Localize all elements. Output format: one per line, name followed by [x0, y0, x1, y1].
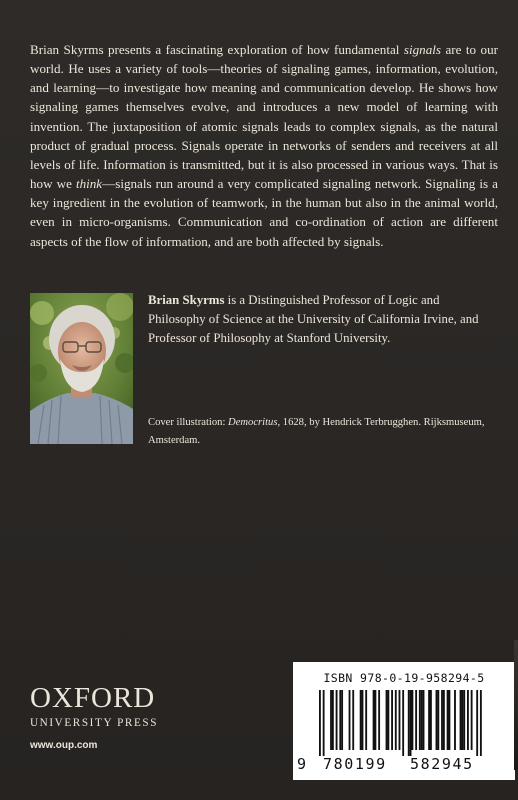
- barcode-bar: [476, 690, 478, 756]
- barcode-bar: [421, 690, 423, 750]
- barcode-bar: [399, 690, 401, 750]
- barcode-bar: [461, 690, 463, 750]
- barcode-bar: [336, 690, 338, 750]
- barcode-bar: [460, 690, 462, 750]
- barcode-bar: [395, 690, 397, 750]
- blurb-text-3: —signals run around a very complicated signaling network. Signaling is a key ingredient in the evolution of teamwork, in the human but also in the animal world, even in micro-organisms. Communication and co-ordination of action are different aspects of the flow of information, and are both affected by signals.: [30, 176, 498, 249]
- publisher-logo-main: OXFORD: [30, 682, 156, 714]
- blurb-text-2: are to our world. He uses a variety of tools—theories of signaling games, information, evolution, and learning—to investigate how meaning and communication develop. He shows how signaling games themselves evolve, and introduces a new model of learning with invention. The juxtaposition of atomic signals leads to complex signals, as the natural product of gradual process. Signals operate in networks of senders and receivers at all levels of life. Information is transmitted, but it is also processed in various ways. That is how we: [30, 42, 499, 192]
- barcode-bar: [362, 690, 364, 750]
- barcode-bar: [463, 690, 465, 750]
- barcode-bar: [441, 690, 443, 750]
- barcode-bar: [341, 690, 343, 750]
- barcode-bar: [373, 690, 375, 750]
- barcode-bar: [410, 690, 412, 756]
- barcode-bar: [391, 690, 393, 750]
- barcode-bar: [436, 690, 438, 750]
- blurb-emphasis-signals: signals: [403, 42, 442, 57]
- barcode-bar: [352, 690, 354, 750]
- author-name: Brian Skyrms: [148, 293, 225, 307]
- cover-illustration-credit: [148, 414, 493, 450]
- author-bio-text: is a Distinguished Professor of Logic and Philosophy of Science at the University of California Irvine, and Professor of Philosophy at Stanford University.: [148, 293, 479, 346]
- barcode-bar: [415, 690, 417, 750]
- barcode-bar: [365, 690, 367, 750]
- barcode-bar: [471, 690, 473, 750]
- blurb-emphasis-think: think: [75, 176, 103, 192]
- page-edge: [514, 640, 518, 770]
- barcode-bar: [454, 690, 456, 750]
- isbn-barcode: [293, 662, 515, 780]
- barcode-bar: [437, 690, 439, 750]
- barcode-bar: [323, 690, 325, 756]
- isbn-digit-group-1: 780199: [323, 755, 387, 773]
- author-photo: [30, 293, 133, 444]
- barcode-bar: [428, 690, 430, 750]
- barcode-bar: [447, 690, 449, 750]
- publisher-logo-sub: UNIVERSITY PRESS: [30, 717, 159, 729]
- publisher-website: www.oup.com: [30, 740, 98, 751]
- barcode-bar: [467, 690, 469, 750]
- credit-suffix: , 1628, by Hendrick Terbrugghen. Rijksmuseum, Amsterdam.: [148, 417, 485, 446]
- barcode-bars: [311, 690, 497, 756]
- credit-prefix: Cover illustration:: [148, 417, 229, 428]
- barcode-bar: [423, 690, 425, 750]
- barcode-bar: [375, 690, 377, 750]
- barcode-bar: [349, 690, 351, 750]
- book-blurb: [30, 40, 498, 251]
- barcode-bar: [402, 690, 404, 756]
- barcode-bar: [412, 690, 414, 750]
- barcode-bar: [387, 690, 389, 750]
- publisher-logo: [30, 683, 176, 731]
- isbn-digit-group-2: 582945: [410, 755, 474, 773]
- barcode-bar: [419, 690, 421, 750]
- barcode-bar: [330, 690, 332, 750]
- isbn-digit-lead: 9: [297, 755, 308, 773]
- barcode-bar: [319, 690, 321, 756]
- blurb-text-1: Brian Skyrms presents a fascinating exploration of how fundamental: [30, 42, 404, 57]
- barcode-bar: [339, 690, 341, 750]
- isbn-label: ISBN 978-0-19-958294-5: [323, 671, 485, 685]
- barcode-bar: [408, 690, 410, 756]
- barcode-bar: [480, 690, 482, 756]
- author-bio: [148, 291, 493, 349]
- barcode-bar: [443, 690, 445, 750]
- credit-artwork-title: Democritus: [228, 417, 278, 428]
- barcode-bar: [378, 690, 380, 750]
- barcode-bar: [449, 690, 451, 750]
- barcode-bar: [360, 690, 362, 750]
- barcode-bar: [430, 690, 432, 750]
- barcode-bar: [332, 690, 334, 750]
- barcode-bar: [386, 690, 388, 750]
